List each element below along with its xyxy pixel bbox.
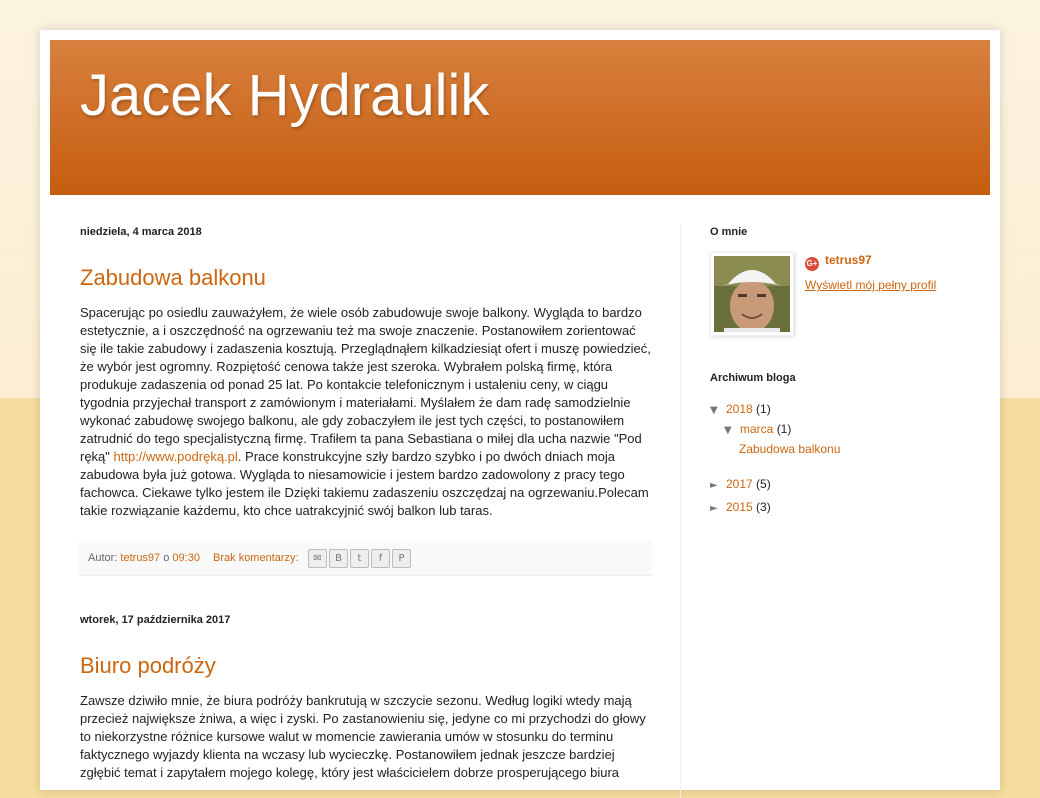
- pinterest-share-icon[interactable]: P: [392, 549, 411, 568]
- archive-month-marca: [710, 419, 980, 439]
- archive-count: (3): [756, 500, 771, 514]
- post-date: wtorek, 17 października 2017: [80, 614, 231, 626]
- content-outer: [40, 30, 1000, 790]
- archive-count: (5): [756, 477, 771, 491]
- facebook-share-icon[interactable]: f: [371, 549, 390, 568]
- collapse-toggle-icon[interactable]: ▼: [724, 425, 732, 436]
- author-link[interactable]: tetrus97: [120, 552, 161, 564]
- blog-archive: [710, 399, 980, 517]
- post-body: Zawsze dziwiło mnie, że biura podróży bankrutują w szczycie sezonu. Według logiki wtedy mają przecież największe żniwa, a więc i zyski. Po zastanowieniu się, jedyne co mi przychodzi do głowy to niekorzystne różnice kursowe walut w momencie zawierania umów w stosunku do terminu faktycznego wyjazdy klienta na wczasy lub wycieczkę. Postanowiłem jednak jeszcze bardziej zgłębić temat i zapytałem mojego kolegę, który jest właścicielem dobrze prosperującego biura: [80, 693, 646, 780]
- main-column: [80, 226, 652, 782]
- share-buttons: [308, 549, 413, 568]
- profile-name-text[interactable]: tetrus97: [825, 253, 872, 267]
- post-title[interactable]: Biuro podróży: [80, 653, 216, 678]
- expand-toggle-icon[interactable]: ►: [710, 480, 718, 491]
- post: [80, 226, 652, 576]
- avatar[interactable]: [710, 252, 794, 336]
- about-title: O mnie: [710, 226, 748, 238]
- expand-toggle-icon[interactable]: ►: [710, 503, 718, 514]
- archive-count: (1): [756, 402, 771, 416]
- view-profile-link[interactable]: Wyświetl mój pełny profil: [805, 278, 937, 292]
- blog-header: [50, 40, 990, 195]
- google-plus-icon: G+: [805, 257, 819, 271]
- post-title[interactable]: Zabudowa balkonu: [80, 265, 266, 290]
- profile-widget: [710, 252, 980, 338]
- author-label: Autor:: [88, 552, 118, 564]
- profile-name[interactable]: [805, 252, 872, 271]
- post-body: [80, 304, 652, 520]
- archive-year-link[interactable]: 2017: [726, 477, 753, 491]
- time-separator: o: [163, 552, 170, 564]
- post-time-link[interactable]: 09:30: [172, 552, 200, 564]
- archive-year-2015: [710, 497, 980, 517]
- post-link[interactable]: http://www.podręką.pl: [113, 449, 238, 464]
- post: [80, 614, 652, 782]
- blogger-share-icon[interactable]: B: [329, 549, 348, 568]
- archive-post-link[interactable]: Zabudowa balkonu: [739, 442, 841, 456]
- twitter-share-icon[interactable]: t: [350, 549, 369, 568]
- archive-post: [710, 439, 980, 459]
- archive-year-2017: [710, 474, 980, 494]
- comments-link[interactable]: Brak komentarzy:: [213, 552, 299, 564]
- post-footer: [78, 541, 652, 576]
- post-meta: [88, 552, 299, 564]
- post-date: niedziela, 4 marca 2018: [80, 226, 202, 238]
- archive-title: Archiwum bloga: [710, 372, 796, 384]
- archive-month-link[interactable]: marca: [740, 422, 774, 436]
- archive-year-link[interactable]: 2018: [726, 402, 753, 416]
- archive-year-link[interactable]: 2015: [726, 500, 753, 514]
- blog-title[interactable]: Jacek Hydraulik: [80, 63, 490, 128]
- archive-count: (1): [776, 422, 792, 436]
- email-share-icon[interactable]: ✉: [308, 549, 327, 568]
- column-divider: [680, 224, 681, 798]
- post-body-text: Spacerując po osiedlu zauważyłem, że wiele osób zabudowuje swoje balkony. Wygląda to bardzo estetycznie, a i oszczędność na ogrzewaniu też ma swoje znaczenie. Postanowiłem zorientować się ile takie zabudowy i zadaszenia kosztują. Przeglądnąłem kilkadziesiąt ofert i muszę powiedzieć, że wybór jest ogromny. Rozpiętość cenowa także jest szeroka. Wybrałem polską firmę, która produkuje zadaszenia od ponad 25 lat. Po kontakcie telefonicznym i ustaleniu ceny, w ciągu tygodnia przyjechał transport z zamówionym i materiałami. Myślałem że dam radę samodzielnie wykonać zabudowę swojego balkonu, ale gdy zobaczyłem ile jest tych części, to postanowiłem zatrudnić do tego specjalistyczną firmę. Trafiłem ta pana Sebastiana o miłej dla ucha nazwie "Pod ręką": [80, 305, 651, 464]
- post-body-text-continued: . Prace konstrukcyjne szły bardzo szybko i po dwóch dniach moja zabudowa była już gotowa. Wygląda to niesamowicie i jestem bardzo zadowolony z pracy tego fachowca. Ciekawe tylko jestem ile Dzięki takiemu zadaszeniu oszczędzaj na ogrzewaniu.Polecam takie rozwiązanie każdemu, kto chce uatrakcyjnić swój balkon lub taras.: [80, 449, 649, 518]
- collapse-toggle-icon[interactable]: ▼: [710, 405, 718, 416]
- archive-year-2018: [710, 399, 980, 419]
- sidebar: [710, 226, 980, 517]
